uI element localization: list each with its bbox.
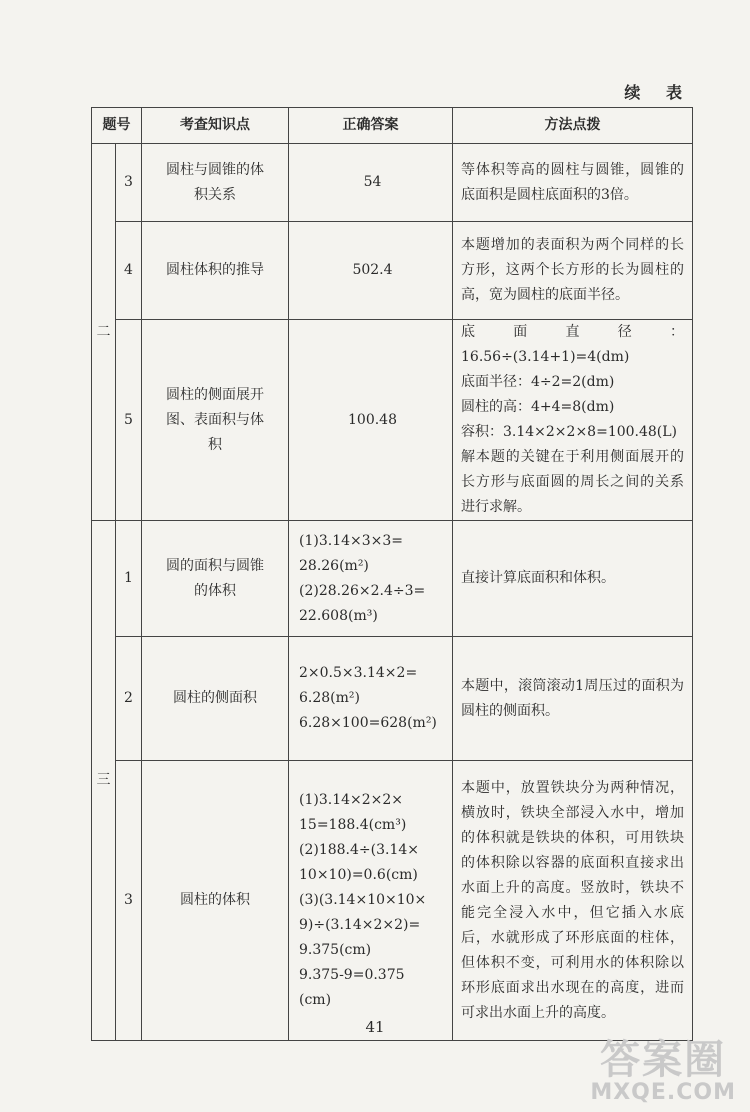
row-topic: 圆柱体积的推导	[142, 222, 289, 320]
row-method: 直接计算底面积和体积。	[453, 521, 693, 637]
row-answer: 2×0.5×3.14×2= 6.28(m²) 6.28×100=628(m²)	[289, 637, 453, 761]
column-header-topic: 考查知识点	[142, 108, 289, 144]
column-header-number: 题号	[92, 108, 142, 144]
table-header-row	[92, 108, 693, 144]
column-header-method: 方法点拨	[453, 108, 693, 144]
row-number: 3	[116, 144, 142, 222]
row-method: 等体积等高的圆柱与圆锥，圆锥的底面积是圆柱底面积的3倍。	[453, 144, 693, 222]
answer-table	[91, 107, 693, 1041]
row-number: 5	[116, 320, 142, 521]
table-row	[92, 637, 693, 761]
section-label: 二	[92, 144, 116, 521]
row-topic: 圆的面积与圆锥的体积	[142, 521, 289, 637]
table-row	[92, 144, 693, 222]
row-answer: 100.48	[289, 320, 453, 521]
section-label: 三	[92, 521, 116, 1041]
row-number: 2	[116, 637, 142, 761]
row-method: 本题中，放置铁块分为两种情况，横放时，铁块全部浸入水中，增加的体积就是铁块的体积，可用铁块的体积除以容器的底面积直接求出水面上升的高度。竖放时，铁块不能完全浸入水中，但它插入水底后，水就形成了环形底面的柱体，但体积不变，可利用水的体积除以环形底面求出水现在的高度，进而可求出水面上升的高度。	[453, 761, 693, 1041]
table-row	[92, 320, 693, 521]
row-answer: 54	[289, 144, 453, 222]
row-answer: (1)3.14×3×3= 28.26(m²) (2)28.26×2.4÷3= 22.608(m³)	[289, 521, 453, 637]
row-answer: 502.4	[289, 222, 453, 320]
continued-table-label: 续 表	[624, 83, 692, 102]
row-topic: 圆柱的侧面积	[142, 637, 289, 761]
watermark-url: MXQE.COM	[590, 1079, 736, 1105]
row-method: 底面直径：16.56÷(3.14+1)=4(dm) 底面半径：4÷2=2(dm) 圆柱的高：4+4=8(dm) 容积：3.14×2×2×8=100.48(L) 解本题的关键在于利用侧面展开的长方形与底面圆的周长之间的关系进行求解。	[453, 320, 693, 521]
row-topic: 圆柱与圆锥的体积关系	[142, 144, 289, 222]
row-number: 4	[116, 222, 142, 320]
row-method: 本题中，滚筒滚动1周压过的面积为圆柱的侧面积。	[453, 637, 693, 761]
row-method: 本题增加的表面积为两个同样的长方形，这两个长方形的长为圆柱的高，宽为圆柱的底面半径。	[453, 222, 693, 320]
row-topic: 圆柱的体积	[142, 761, 289, 1041]
table-row	[92, 521, 693, 637]
row-number: 3	[116, 761, 142, 1041]
row-answer: (1)3.14×2×2× 15=188.4(cm³) (2)188.4÷(3.14× 10×10)=0.6(cm) (3)(3.14×10×10× 9)÷(3.14×2×2)= 9.375(cm) 9.375-9=0.375 (cm)	[289, 761, 453, 1041]
row-number: 1	[116, 521, 142, 637]
table-row	[92, 761, 693, 1041]
table-row	[92, 222, 693, 320]
watermark-logo: 答案圈	[600, 1036, 727, 1083]
column-header-answer: 正确答案	[289, 108, 453, 144]
row-topic: 圆柱的侧面展开图、表面积与体积	[142, 320, 289, 521]
page-number: 41	[365, 1018, 385, 1036]
watermark	[590, 1036, 736, 1105]
